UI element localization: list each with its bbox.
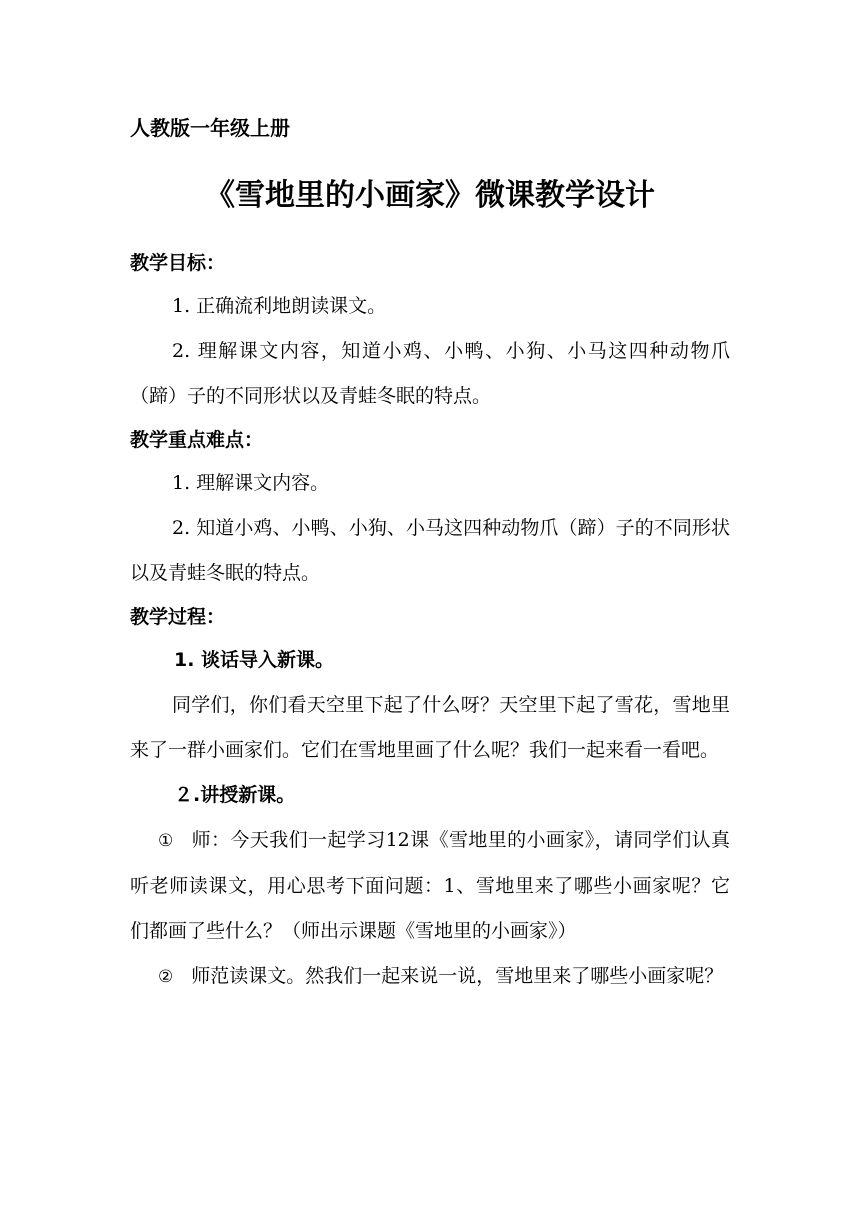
key-point-item-1: 1. 理解课文内容。: [172, 472, 330, 494]
process-step1-heading: 1. 谈话导入新课。: [174, 649, 335, 671]
grade-label: 人教版一年级上册: [130, 116, 290, 140]
key-point-item-2: 2. 知道小鸡、小鸭、小狗、小马这四种动物爪（蹄）子的不同形状以及青蛙冬眠的特点。: [130, 517, 730, 584]
circled-number-2: ②: [158, 967, 174, 987]
process-step2-item-1-text: 师：今天我们一起学习12课《雪地里的小画家》，请同学们认真听老师读课文，用心思考下面问题：1、雪地里来了哪些小画家呢？它们都画了些什么？（师出示课题《雪地里的小画家》）: [130, 829, 730, 942]
process-step2-heading: ２.讲授新课。: [174, 784, 296, 806]
goal-item-2: 2. 理解课文内容，知道小鸡、小鸭、小狗、小马这四种动物爪（蹄）子的不同形状以及青蛙冬眠的特点。: [130, 340, 730, 407]
document-content: [130, 108, 730, 1000]
document-title: 《雪地里的小画家》微课教学设计: [205, 178, 655, 213]
goal-item-1: 1. 正确流利地朗读课文。: [172, 295, 387, 317]
process-step2-item-2: [130, 954, 730, 1000]
process-step2-item-1: [130, 818, 730, 954]
process-heading: 教学过程：: [130, 606, 226, 628]
goals-heading: 教学目标：: [130, 252, 226, 274]
key-points-heading: 教学重点难点：: [130, 429, 264, 451]
circled-number-1: ①: [158, 831, 174, 851]
process-step2-item-2-text: 师范读课文。然我们一起来说一说，雪地里来了哪些小画家呢？: [191, 965, 724, 987]
process-step1-text: 同学们，你们看天空里下起了什么呀？天空里下起了雪花，雪地里来了一群小画家们。它们在雪地里画了什么呢？我们一起来看一看吧。: [130, 694, 730, 761]
